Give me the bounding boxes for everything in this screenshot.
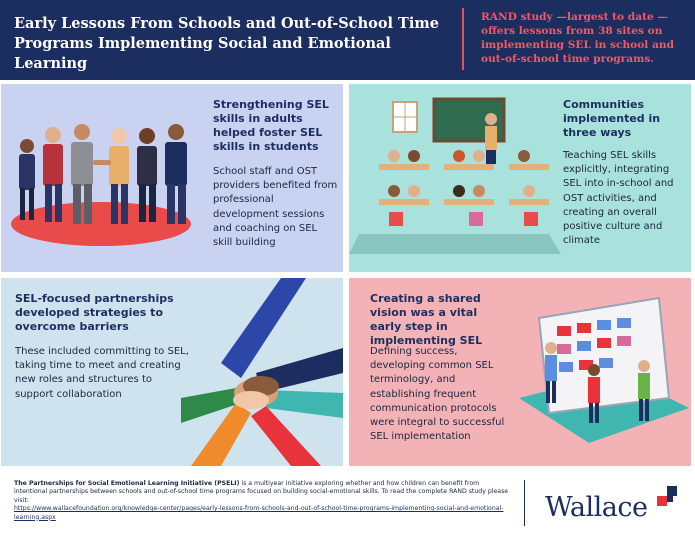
panel-body: School staff and OST providers benefited from professional development sessions and coaching on SEL skill building <box>213 166 338 249</box>
panel-body: Defining success, developing common SEL terminology, and establishing frequent communication protocols were integral to successful SEL implementation <box>370 346 505 443</box>
classroom-illustration <box>349 84 561 272</box>
panel-title: Communities implemented in three ways <box>563 98 661 139</box>
footer-divider <box>524 480 525 526</box>
header-subtitle: RAND study —largest to date — offers lessons from 38 sites on implementing SEL in school and out-of-school time programs. <box>481 11 674 65</box>
panel-title: Creating a shared vision was a vital early step in implementing SEL <box>370 292 483 347</box>
planning-board-illustration <box>499 278 691 466</box>
footer-description <box>14 480 509 522</box>
stacked-hands-illustration <box>181 278 343 466</box>
panel-shared-vision <box>349 278 691 466</box>
rand-study-link[interactable]: https://www.wallacefoundation.org/knowledge-center/pages/early-lessons-from-schools-and-out-of-school-time-programs-implementing-social-and-emotional-learning.aspx <box>14 505 504 521</box>
adults-shaking-hands-illustration <box>1 84 211 272</box>
panel-body: Teaching SEL skills explicitly, integrating SEL into in-school and OST activities, and creating an overall positive culture and climate <box>563 150 674 247</box>
panel-three-ways <box>349 84 691 272</box>
page-title: Early Lessons From Schools and Out-of-School Time Programs Implementing Social and Emotional Learning <box>14 15 439 72</box>
panel-body: These included committing to SEL, taking time to meet and creating new roles and structures to support collaboration <box>15 346 189 400</box>
panel-title: Strengthening SEL skills in adults helped foster SEL skills in students <box>213 98 329 153</box>
footer <box>0 472 695 534</box>
initiative-name: The Partnerships for Social Emotional Learning Initiative (PSELI) <box>14 480 240 487</box>
panel-adult-sel-skills <box>1 84 343 272</box>
logo-text: Wallace <box>545 492 648 523</box>
logo-mark-icon <box>657 486 683 512</box>
header-banner <box>0 0 695 80</box>
header-divider <box>462 8 464 70</box>
wallace-logo <box>545 486 685 526</box>
initiative-description: is a multiyear initiative exploring whether and how children can benefit from intentional partnerships between schools and out-of-school time programs focused on building social-emotional skills. To read the complete RAND study please visit: <box>14 480 509 504</box>
panel-partnerships <box>1 278 343 466</box>
panel-title: SEL-focused partnerships developed strategies to overcome barriers <box>15 292 174 333</box>
